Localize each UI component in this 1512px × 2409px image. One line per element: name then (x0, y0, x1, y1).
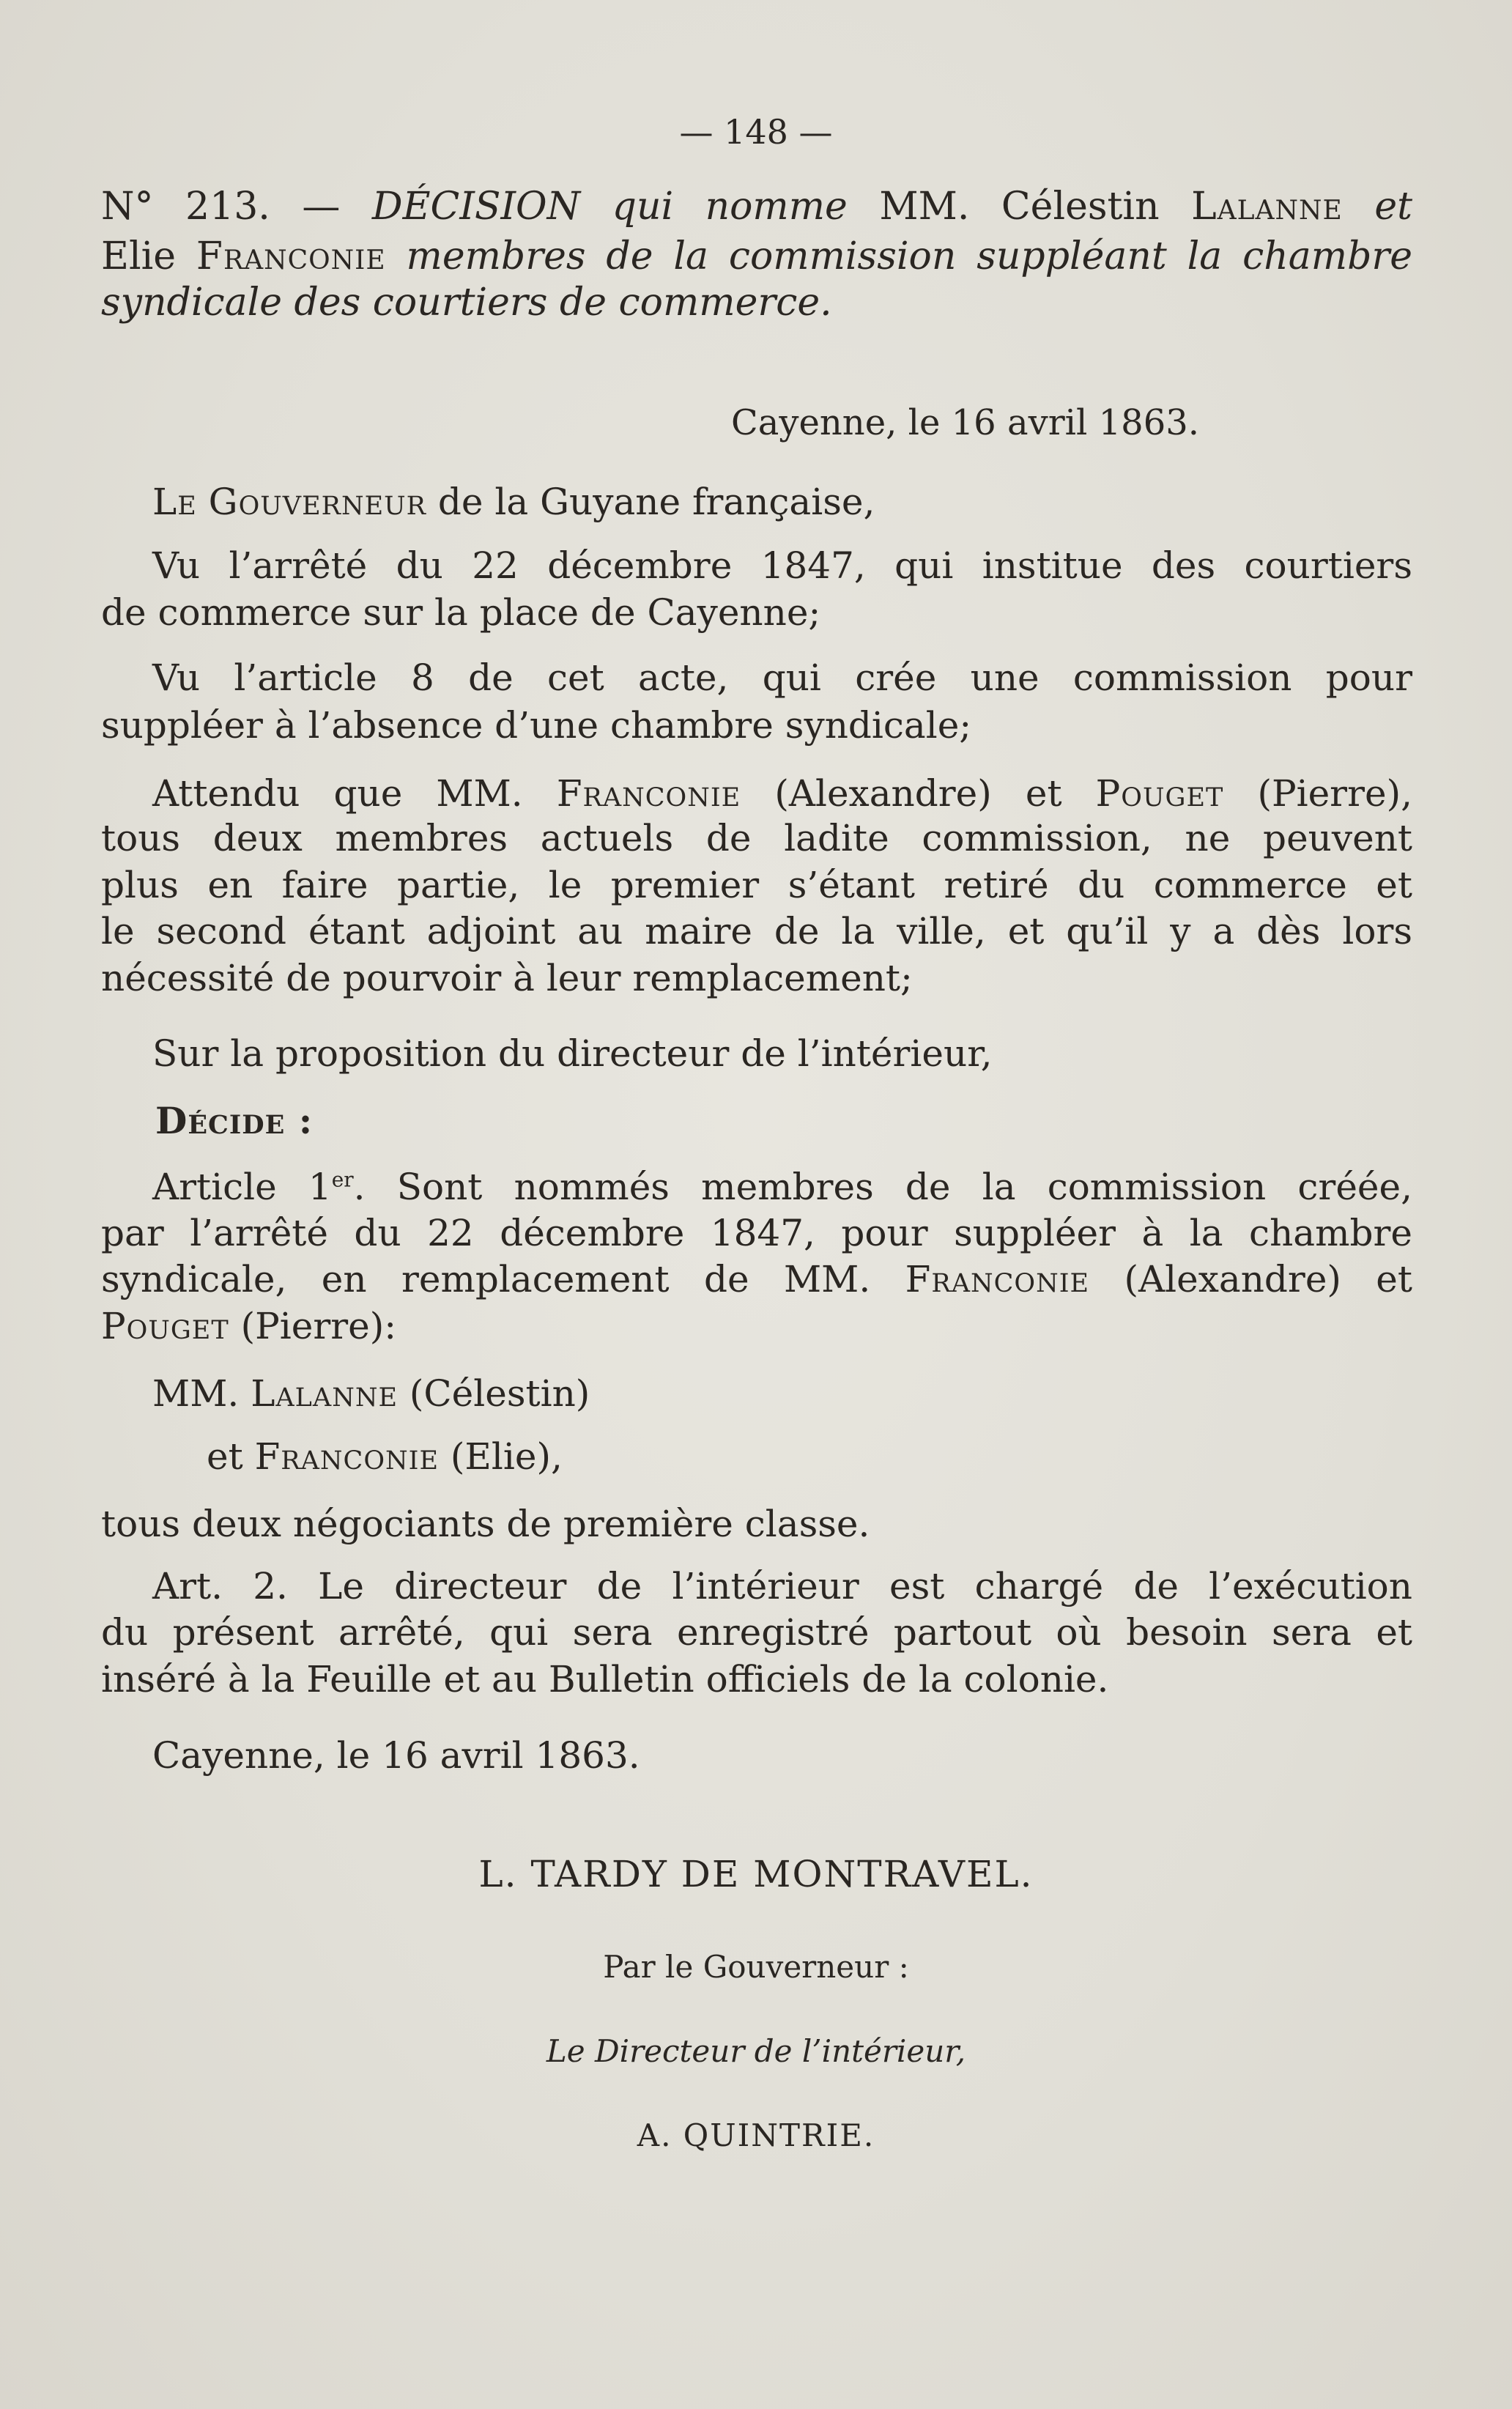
attendu-line-2: tous deux membres actuels de ladite commission, ne peuvent (101, 817, 1412, 859)
par-le-gouverneur: Par le Gouverneur : (603, 1949, 909, 1985)
article1-text-3b: (Alexandre) et (1124, 1258, 1412, 1300)
article2-line-1: Art. 2. Le directeur de l’intérieur est chargé de l’exécution (152, 1565, 1412, 1607)
name-franconie-4: Franconie (254, 1435, 440, 1478)
signature-governor: L. TARDY DE MONTRAVEL. (478, 1853, 1034, 1895)
member-2-firstname: (Elie), (450, 1435, 563, 1478)
name-pouget: Pouget (1095, 772, 1224, 815)
member-2 (207, 1435, 563, 1479)
name-franconie-2: Franconie (556, 772, 741, 815)
decide-heading: Décide : (155, 1099, 314, 1142)
decision-label: DÉCISION qui nomme (371, 185, 848, 229)
article1-text-3: syndicale, en remplacement de MM. (101, 1258, 871, 1300)
vu1-line-1: Vu l’arrêté du 22 décembre 1847, qui institue des courtiers (152, 544, 1412, 587)
attendu-line-1 (152, 771, 1412, 815)
article1-label: Article 1 (152, 1166, 332, 1208)
decision-title-line-3: syndicale des courtiers de commerce. (101, 281, 832, 325)
attendu-line-3: plus en faire partie, le premier s’étant retiré du commerce et (101, 864, 1412, 906)
attendu-text-c: (Pierre), (1257, 772, 1412, 815)
article1-sup: er (331, 1167, 354, 1192)
article1-text-4: (Pierre): (240, 1305, 397, 1347)
article1-text: . Sont nommés membres de la commission créée, (353, 1166, 1412, 1208)
name-franconie-3: Franconie (905, 1258, 1090, 1300)
vu2-line-1: Vu l’article 8 de cet acte, qui crée une commission pour (152, 656, 1412, 699)
vu1-line-2: de commerce sur la place de Cayenne; (101, 591, 821, 634)
closing-date: Cayenne, le 16 avril 1863. (152, 1734, 640, 1777)
decision-title-text: membres de la commission suppléant la chambre (406, 234, 1413, 278)
attendu-text-a: Attendu que MM. (152, 772, 523, 815)
member-2-et: et (207, 1435, 243, 1478)
intro-line (152, 480, 875, 524)
decision-et: et (1374, 185, 1413, 229)
decision-elie: Elie (101, 234, 176, 278)
decision-title-line-2 (101, 234, 1412, 278)
intro-le: Le (152, 481, 197, 523)
intro-rest: de la Guyane française, (437, 481, 875, 523)
proposition-line: Sur la proposition du directeur de l’intérieur, (152, 1032, 993, 1075)
member-1-firstname: (Célestin) (409, 1372, 590, 1415)
article1-line-1 (152, 1165, 1412, 1209)
dateline: Cayenne, le 16 avril 1863. (731, 402, 1200, 443)
members-class: tous deux négociants de première classe. (101, 1503, 870, 1545)
page-number: — 148 — (679, 112, 833, 152)
article1-line-2: par l’arrêté du 22 décembre 1847, pour suppléer à la chambre (101, 1212, 1412, 1254)
article2-line-2: du présent arrêté, qui sera enregistré partout où besoin sera et (101, 1611, 1412, 1654)
article2-line-3: inséré à la Feuille et au Bulletin officiels de la colonie. (101, 1658, 1109, 1701)
member-1 (152, 1372, 590, 1416)
member-1-mm: MM. (152, 1372, 240, 1415)
attendu-text-b: (Alexandre) et (774, 772, 1062, 815)
intro-gouverneur: Gouverneur (208, 481, 427, 523)
article1-line-3 (101, 1257, 1412, 1301)
decision-number: N° 213. — (101, 185, 341, 229)
name-franconie: Franconie (196, 234, 386, 278)
decision-mm: MM. Célestin (879, 185, 1160, 229)
attendu-line-5: nécessité de pourvoir à leur remplacement; (101, 957, 913, 999)
vu2-line-2: suppléer à l’absence d’une chambre syndicale; (101, 704, 972, 747)
name-lalanne: Lalanne (1191, 185, 1343, 229)
directeur-title: Le Directeur de l’intérieur, (546, 2033, 966, 2069)
decision-title-line-1 (101, 185, 1412, 229)
name-lalanne-2: Lalanne (251, 1372, 398, 1415)
article1-line-4 (101, 1304, 396, 1348)
signature-director: A. QUINTRIE. (637, 2117, 875, 2153)
name-pouget-2: Pouget (101, 1305, 229, 1347)
attendu-line-4: le second étant adjoint au maire de la ville, et qu’il y a dès lors (101, 910, 1412, 952)
